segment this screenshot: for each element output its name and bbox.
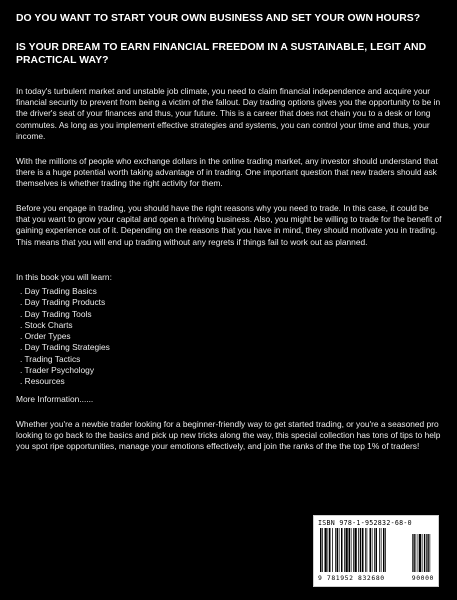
list-item: . Day Trading Basics bbox=[20, 286, 97, 296]
learn-intro: In this book you will learn: bbox=[16, 272, 112, 282]
more-information: More Information...... bbox=[16, 394, 94, 404]
headline-start-business: DO YOU WANT TO START YOUR OWN BUSINESS AND SET YOUR OWN HOURS? bbox=[16, 13, 421, 24]
list-item: . Resources bbox=[20, 376, 65, 387]
isbn-barcode bbox=[313, 515, 439, 587]
barcode-icon bbox=[318, 528, 436, 574]
list-item: . Day Trading Tools bbox=[20, 308, 92, 319]
market-paragraph: With the millions of people who exchange dollars in the online trading market, any investor should understand that there is a huge potential worth taking advantage of in trading. One important question that new traders should ask themselves is whether trading the right activity for them. bbox=[16, 156, 438, 189]
list-item: . Day Trading Strategies bbox=[20, 342, 110, 353]
reasons-paragraph: Before you engage in trading, you should have the right reasons why you need to trade. In this case, it could be that you want to grow your capital and open a thriving business. Also, you might be willing to trade for the benefit of gaining experience out of it. Depending on the reasons that you have in mind, they should motivate you in trading. This means that you will end up trading without any regrets if things fail to work out as planned. bbox=[16, 203, 442, 247]
barcode-digits bbox=[318, 574, 436, 582]
learn-list bbox=[20, 286, 110, 388]
intro-paragraph: In today's turbulent market and unstable job climate, you need to claim financial independence and acquire your financial security to prevent from being a victim of the fallout. Day trading options gives you the opportunity to be in the driver's seat of your finances and thus, your future. This is a career that does not chain you to a desk or long commutes. As long as you implement effective strategies and systems, you can control your time and thus, your income. bbox=[16, 86, 441, 141]
isbn-label: ISBN 978-1-952832-68-0 bbox=[318, 519, 412, 527]
closing-paragraph: Whether you're a newbie trader looking for a beginner-friendly way to get started trading, or you're a seasoned pro looking to go back to the basics and pick up new tricks along the way, this special collection has tons of tips to help you spot ripe opportunities, manage your emotions effectively, and join the ranks of the the top 1% of traders! bbox=[16, 419, 441, 452]
headline-financial-freedom: IS YOUR DREAM TO EARN FINANCIAL FREEDOM IN A SUSTAINABLE, LEGIT AND PRACTICAL WAY? bbox=[16, 42, 427, 66]
list-item: . Day Trading Products bbox=[20, 297, 106, 308]
ean-digits: 9 781952 832680 bbox=[318, 574, 385, 582]
list-item: . Trader Psychology bbox=[20, 365, 95, 376]
list-item: . Order Types bbox=[20, 331, 71, 342]
list-item: . Trading Tactics bbox=[20, 353, 81, 364]
addon-digits: 90000 bbox=[411, 574, 434, 582]
list-item: . Stock Charts bbox=[20, 319, 73, 330]
